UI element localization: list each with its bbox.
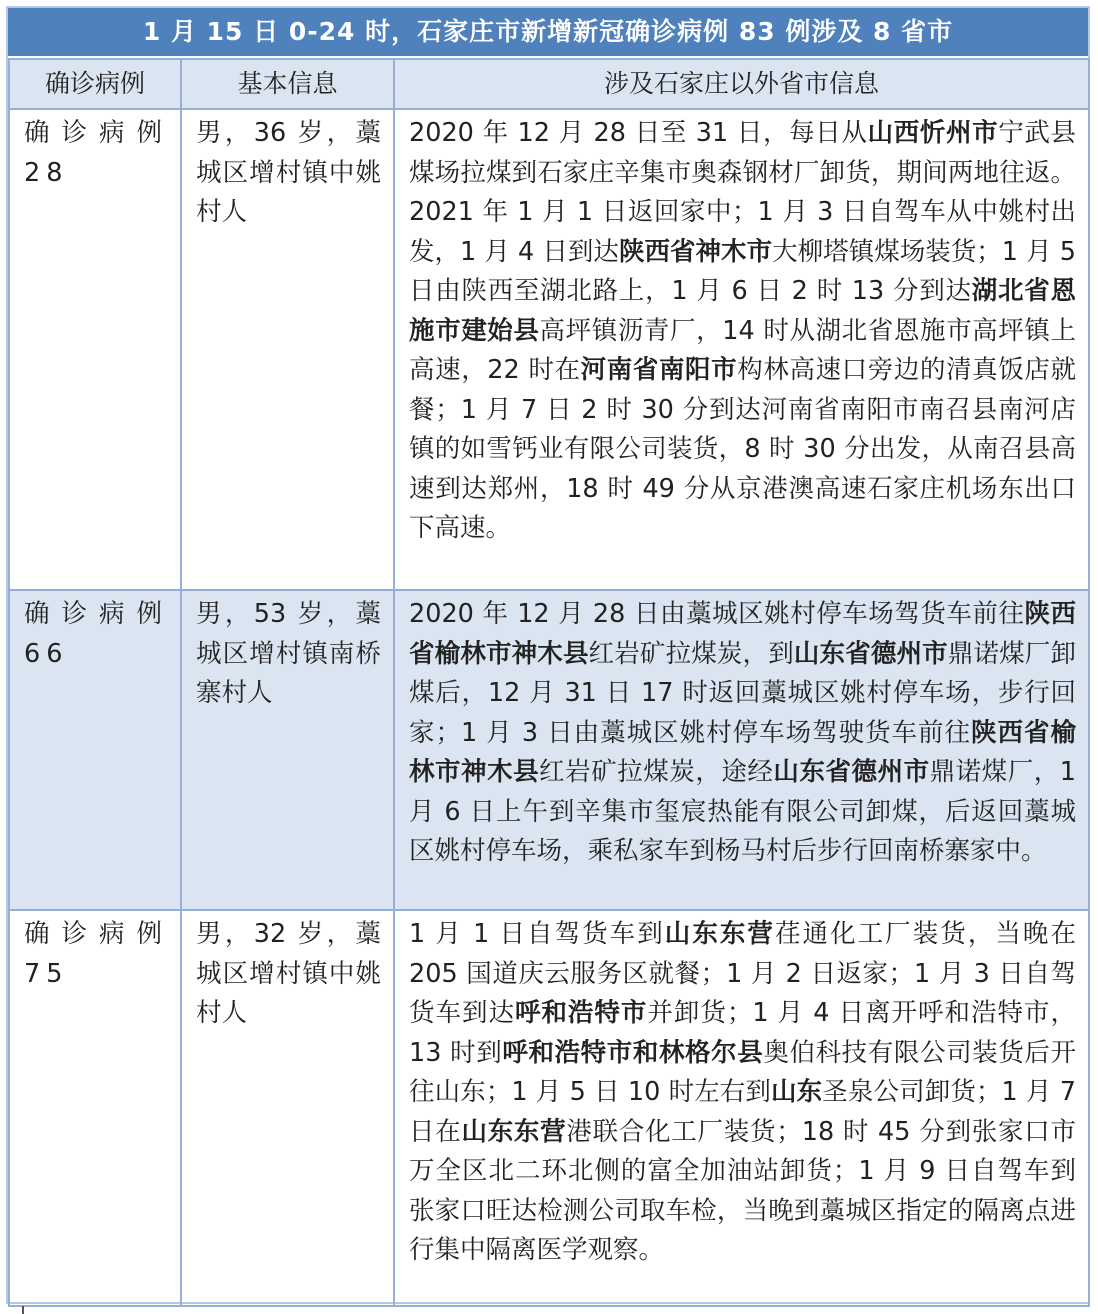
travel-location: 陕西省榆林市神木县	[409, 599, 1076, 669]
travel-segment: 2020 年 12 月 28 日至 31 日，每日从	[409, 118, 868, 148]
travel-location: 呼和浩特市	[514, 998, 648, 1028]
table-row	[9, 590, 1089, 910]
travel-segment: 并卸货；1 月 4 日离开呼和浩特市，13 时到	[409, 998, 1076, 1068]
basic-info: 男，53 岁，藁城区增村镇南桥寨村人	[181, 590, 394, 910]
travel-location: 山东省德州市	[773, 757, 930, 787]
header-travel-info: 涉及石家庄以外省市信息	[394, 59, 1089, 109]
case-label: 确诊病例 28	[9, 109, 181, 590]
travel-segment: 鼎诺煤厂，1 月 6 日上午到辛集市玺宸热能有限公司卸煤，后返回藁城区姚村停车场，乘私家车到杨马村后步行回南桥寨家中。	[409, 757, 1076, 866]
travel-location: 呼和浩特市和林格尔县	[502, 1037, 764, 1068]
travel-segment: 鼎诺煤厂卸煤后，12 月 31 日 17 时返回藁城区姚村停车场，步行回家；1 月 3 日由藁城区姚村停车场驾驶货车前往	[409, 638, 1076, 748]
header-row	[9, 59, 1089, 109]
case-label: 确诊病例 75	[9, 910, 181, 1306]
table-row	[9, 109, 1089, 590]
travel-segment: 红岩矿拉煤炭，到	[588, 638, 794, 669]
table-row	[9, 910, 1089, 1306]
case-table	[8, 58, 1090, 1307]
travel-location: 山东东营	[461, 1116, 567, 1147]
travel-segment: 构林高速口旁边的清真饭店就餐；1 月 7 日 2 时 30 分到达河南省南阳市南召县南河店镇的如雪钙业有限公司装货，8 时 30 分出发，从南召县高速到达郑州，18 时 49 分从京港澳高速石家庄机场东出口下高速。	[409, 355, 1076, 543]
case-label: 确诊病例 66	[9, 590, 181, 910]
travel-segment: 宁武县煤场拉煤到石家庄辛集市奥森钢材厂卸货，期间两地往返。2021 年 1 月 1 日返回家中；1 月 3 日自驾车从中姚村出发，1 月 4 日到达	[409, 118, 1076, 267]
travel-segment: 2020 年 12 月 28 日由藁城区姚村停车场驾货车前往	[409, 599, 1025, 629]
travel-segment: 大柳塔镇煤场装货；1 月 5 日由陕西至湖北路上，1 月 6 日 2 时 13 分到达	[409, 236, 1077, 306]
header-basic-info: 基本信息	[181, 59, 394, 109]
travel-location: 陕西省神木市	[618, 236, 773, 267]
travel-location: 陕西省榆林市神木县	[409, 717, 1076, 787]
travel-segment: 圣泉公司卸货；1 月 7 日在	[409, 1077, 1076, 1147]
travel-segment: 红岩矿拉煤炭，途经	[539, 757, 774, 787]
travel-segment: 高坪镇沥青厂，14 时从湖北省恩施市高坪镇上高速，22 时在	[409, 315, 1076, 385]
basic-info: 男，32 岁，藁城区增村镇中姚村人	[181, 910, 394, 1306]
travel-info	[394, 590, 1089, 910]
travel-info	[394, 109, 1089, 590]
travel-location: 湖北省恩施市建始县	[409, 276, 1076, 346]
travel-location: 山东东营	[664, 919, 775, 949]
travel-location: 山西忻州市	[867, 118, 999, 148]
travel-segment: 1 月 1 日自驾货车到	[409, 919, 665, 949]
table-title: 1 月 15 日 0-24 时，石家庄市新增新冠确诊病例 83 例涉及 8 省市	[8, 8, 1088, 56]
travel-segment: 港联合化工厂装货；18 时 45 分到张家口市万全区北二环北侧的富全加油站卸货；1 月 9 日自驾车到张家口旺达检测公司取车检，当晚到藁城区指定的隔离点进行集中隔离医学观察。	[409, 1116, 1076, 1265]
table-frame	[6, 6, 1090, 1304]
travel-info	[394, 910, 1089, 1306]
footer-mark	[22, 1306, 24, 1314]
basic-info: 男，36 岁，藁城区增村镇中姚村人	[181, 109, 394, 590]
travel-location: 河南省南阳市	[580, 355, 738, 385]
travel-location: 山东省德州市	[793, 638, 948, 669]
travel-location: 山东	[771, 1077, 823, 1107]
header-case: 确诊病例	[9, 59, 181, 109]
travel-segment: 荏通化工厂装货，当晚在 205 国道庆云服务区就餐；1 月 2 日返家；1 月 3 日自驾货车到达	[409, 919, 1076, 1028]
travel-segment: 奥伯科技有限公司装货后开往山东；1 月 5 日 10 时左右到	[409, 1037, 1076, 1107]
